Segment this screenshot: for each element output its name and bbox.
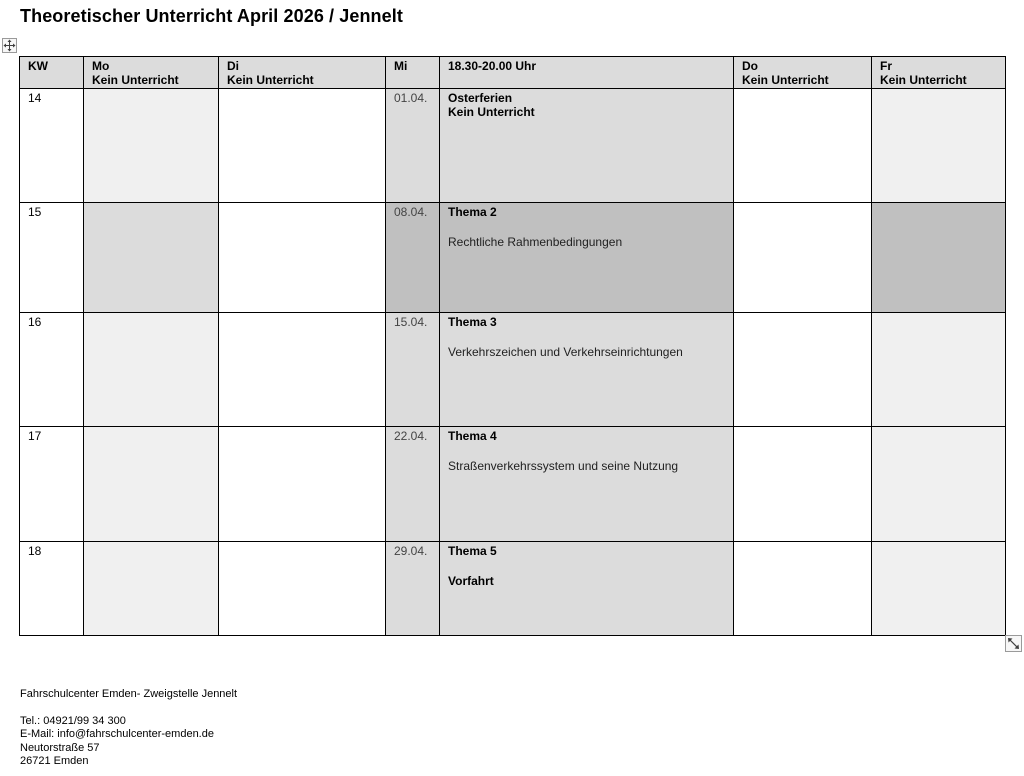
date-cell: 29.04.: [386, 542, 440, 636]
header-thursday: [734, 57, 872, 89]
friday-cell: [872, 89, 1006, 203]
topic-description: Straßenverkehrssystem und seine Nutzung: [448, 459, 679, 473]
topic-title: Thema 4: [448, 429, 497, 443]
kw-cell: 16: [20, 313, 84, 427]
header-wednesday: Mi: [386, 57, 440, 89]
kw-cell: 17: [20, 427, 84, 542]
header-time: 18.30-20.00 Uhr: [440, 57, 734, 89]
monday-cell: [84, 427, 219, 542]
table-row: [20, 313, 1006, 427]
header-friday-day: Fr: [880, 59, 892, 73]
move-arrows-icon[interactable]: [2, 38, 17, 53]
page-title: Theoretischer Unterricht April 2026 / Jennelt: [20, 6, 403, 26]
footer-phone: Tel.: 04921/99 34 300: [20, 714, 126, 727]
date-cell: 22.04.: [386, 427, 440, 542]
date-cell: 15.04.: [386, 313, 440, 427]
date-cell: 01.04.: [386, 89, 440, 203]
thursday-cell: [734, 313, 872, 427]
thursday-cell: [734, 89, 872, 203]
footer-email: E-Mail: info@fahrschulcenter-emden.de: [20, 728, 214, 740]
topic-cell: [440, 203, 734, 313]
header-thursday-note: Kein Unterricht: [742, 73, 829, 87]
monday-cell: [84, 89, 219, 203]
table-header-row: [20, 57, 1006, 89]
topic-title: Thema 3: [448, 315, 497, 329]
header-tuesday: [219, 57, 386, 89]
tuesday-cell: [219, 89, 386, 203]
table-row: [20, 542, 1006, 636]
table-row: [20, 203, 1006, 313]
topic-description: Rechtliche Rahmenbedingungen: [448, 235, 623, 249]
schedule-table: [19, 56, 1006, 636]
header-tuesday-note: Kein Unterricht: [227, 73, 314, 87]
table-row: [20, 89, 1006, 203]
friday-cell: [872, 542, 1006, 636]
header-tuesday-day: Di: [227, 59, 239, 73]
topic-cell: [440, 313, 734, 427]
footer-contact: [20, 688, 237, 769]
kw-cell: 18: [20, 542, 84, 636]
header-friday: [872, 57, 1006, 89]
thursday-cell: [734, 427, 872, 542]
topic-description: Verkehrszeichen und Verkehrseinrichtungen: [448, 345, 683, 359]
header-thursday-day: Do: [742, 59, 758, 73]
friday-cell: [872, 427, 1006, 542]
footer-street: Neutorstraße 57: [20, 741, 100, 754]
date-cell: 08.04.: [386, 203, 440, 313]
footer-city: 26721 Emden: [20, 755, 89, 767]
topic-title: Osterferien: [448, 91, 513, 105]
topic-description: Vorfahrt: [448, 574, 494, 588]
resize-diagonal-icon[interactable]: [1005, 635, 1022, 652]
kw-cell: 14: [20, 89, 84, 203]
monday-cell: [84, 542, 219, 636]
topic-title: Thema 2: [448, 205, 497, 219]
monday-cell: [84, 313, 219, 427]
monday-cell: [84, 203, 219, 313]
thursday-cell: [734, 542, 872, 636]
topic-title: Thema 5: [448, 544, 497, 558]
topic-note: Kein Unterricht: [448, 105, 535, 119]
header-monday-note: Kein Unterricht: [92, 73, 179, 87]
topic-cell: [440, 542, 734, 636]
footer-company: Fahrschulcenter Emden- Zweigstelle Jennelt: [20, 688, 238, 700]
header-friday-note: Kein Unterricht: [880, 73, 967, 87]
header-kw: KW: [20, 57, 84, 89]
friday-cell: [872, 203, 1006, 313]
tuesday-cell: [219, 427, 386, 542]
topic-cell: [440, 89, 734, 203]
header-monday: [84, 57, 219, 89]
kw-cell: 15: [20, 203, 84, 313]
table-row: [20, 427, 1006, 542]
tuesday-cell: [219, 313, 386, 427]
footer-spacer: [20, 702, 237, 715]
topic-cell: [440, 427, 734, 542]
tuesday-cell: [219, 203, 386, 313]
friday-cell: [872, 313, 1006, 427]
tuesday-cell: [219, 542, 386, 636]
thursday-cell: [734, 203, 872, 313]
header-monday-day: Mo: [92, 59, 110, 73]
